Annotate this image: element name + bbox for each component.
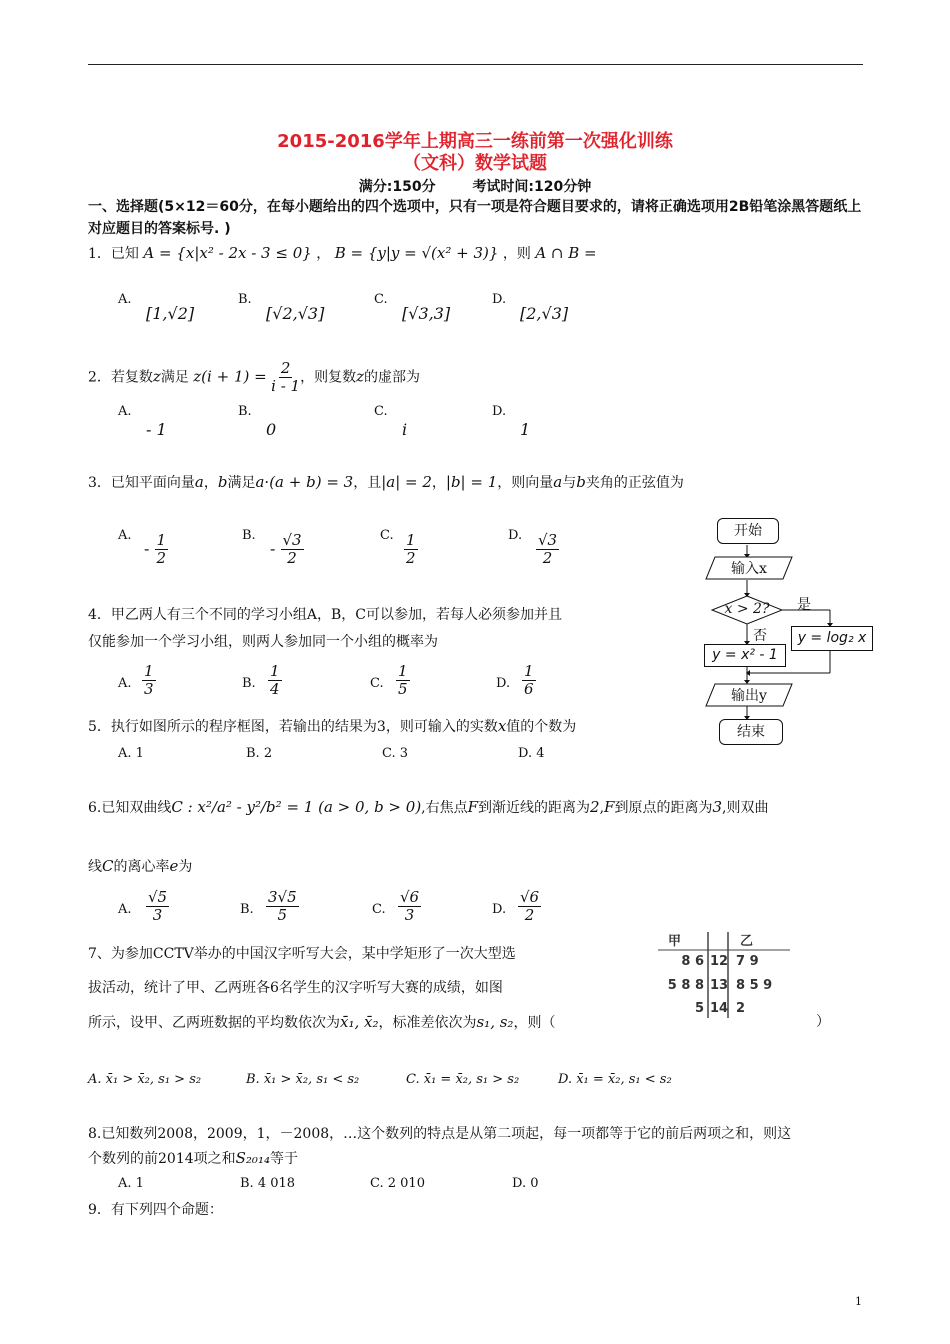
flow-end: 结束 (719, 719, 783, 745)
q6-sep: , (599, 800, 605, 816)
q4-option-d (522, 663, 536, 698)
q2-eq-left: z(i + 1) = (193, 367, 267, 386)
q6-num-a: √5 (148, 888, 168, 906)
q3-label-b: B. (242, 528, 256, 543)
q2-value-c: i (402, 420, 408, 439)
q4-option-a (142, 663, 156, 698)
q2-value-a: - 1 (146, 420, 167, 439)
q1-value-a: [1,√2] (146, 304, 195, 323)
q3-option-a (144, 532, 168, 567)
question-7-line1: 7、为参加CCTV举办的中国汉字听写大会，某中学矩形了一次大型选 (88, 946, 516, 962)
q4-label-a: A. (118, 676, 132, 691)
q1-value-c: [√3,3] (402, 304, 451, 323)
question-7-line3 (88, 1012, 555, 1033)
q4-den-b: 4 (270, 680, 280, 698)
flow-output: 输出y (731, 688, 767, 704)
q1-label-b: B. (238, 292, 252, 307)
page-number: 1 (855, 1295, 862, 1308)
q6-line2-a: 线 (88, 859, 102, 875)
q2-fraction (271, 360, 300, 395)
q6-f2: F (604, 798, 615, 816)
q5-option-a: A. 1 (118, 746, 144, 761)
question-3 (88, 472, 684, 493)
q3-num-c: 1 (406, 531, 416, 549)
q3-den-a: 2 (156, 549, 167, 567)
q3-den-b: 2 (287, 549, 297, 567)
q3-a2: a (553, 473, 563, 491)
q2-label-d: D. (492, 404, 507, 419)
q6-f: F (467, 798, 479, 816)
question-6 (88, 797, 768, 818)
q3-text-e: 与 (562, 475, 577, 491)
flow-no-box: y = x² - 1 (704, 644, 786, 667)
stemleaf-row1-stem: 12 (710, 954, 729, 969)
q2-value-d: 1 (520, 420, 531, 439)
q6-text-b: ,右焦点 (421, 800, 468, 816)
q4-option-c (396, 663, 410, 698)
q1-set-b: B = {y|y = √(x² + 3)} (334, 244, 499, 262)
q3-num-d: √3 (538, 531, 558, 549)
q1-num: 1．已知 (88, 246, 139, 262)
stemleaf-row3-left: 5 (694, 1001, 704, 1016)
flow-condition: x > 2? (724, 601, 770, 617)
q3-sign-a: - (144, 539, 150, 558)
stemleaf-head-right: 乙 (740, 934, 754, 949)
q2-text-b: 满足 (160, 369, 189, 386)
q6-e: e (169, 857, 179, 875)
q4-den-a: 3 (144, 680, 154, 698)
q6-text-c: 到渐近线的距离为 (478, 800, 591, 816)
q7-line3-b: ，标准差依次为 (378, 1015, 477, 1031)
q2-z2: z (356, 367, 364, 386)
q6-option-c (398, 889, 421, 924)
question-9: 9．有下列四个命题： (88, 1202, 223, 1218)
q6-equation: C : x²/a² - y²/b² = 1 (a > 0, b > 0) (171, 798, 422, 816)
q6-num-b: 3√5 (268, 888, 297, 906)
q3-cond2: |a| = 2 (381, 473, 432, 491)
q3-a: a (194, 473, 204, 491)
q2-label-c: C. (374, 404, 388, 419)
flow-input: 输入x (731, 561, 767, 577)
q3-b2: b (576, 473, 586, 491)
stemleaf-row2-right: 8 5 9 (736, 978, 773, 993)
top-rule (88, 64, 863, 65)
time-text: 考试时间:120分钟 (472, 179, 592, 195)
q1-set-a: A = {x|x² - 2x - 3 ≤ 0} (143, 244, 312, 262)
q3-option-c (404, 532, 418, 567)
q6-text-a: 6.已知双曲线 (88, 800, 172, 816)
q3-label-c: C. (380, 528, 394, 543)
q4-den-c: 5 (398, 680, 408, 698)
q4-option-b (268, 663, 282, 698)
score-text: 满分:150分 (358, 179, 436, 195)
q8-line2-a: 个数列的前2014项之和 (88, 1151, 236, 1167)
q6-text-e: ,则双曲 (722, 800, 769, 816)
q6-option-b (266, 889, 299, 924)
q8-option-d: D. 0 (512, 1176, 539, 1191)
page-subtitle: （文科）数学试题 (403, 153, 547, 174)
q8-option-b: B. 4 018 (240, 1176, 296, 1191)
q3-sign-b: - (270, 539, 276, 558)
q5-option-b: B. 2 (246, 746, 273, 761)
stemleaf-row3-stem: 14 (710, 1001, 729, 1016)
q4-num-b: 1 (270, 662, 280, 680)
q1-label-c: C. (374, 292, 388, 307)
q3-text-b: 满足 (227, 475, 256, 491)
q7-option-b: B. x̄₁ > x̄₂, s₁ < s₂ (246, 1072, 360, 1087)
q1-value-b: [√2,√3] (266, 304, 325, 323)
q2-text-d: 的虚部为 (363, 369, 420, 386)
q3-num-b: √3 (282, 531, 302, 549)
q7-means: x̄₁, x̄₂ (340, 1013, 379, 1031)
q7-sds: s₁, s₂ (476, 1013, 514, 1031)
q6-den-d: 2 (524, 906, 535, 924)
stemleaf-row2-left: 5 8 8 (667, 978, 704, 993)
q4-label-d: D. (496, 676, 511, 691)
q2-value-b: 0 (266, 420, 277, 439)
q1-label-d: D. (492, 292, 507, 307)
q3-label-a: A. (118, 528, 132, 543)
q2-frac-den: i - 1 (271, 377, 301, 395)
q3-option-d (536, 532, 559, 567)
q6-d2: 3 (712, 798, 723, 816)
q5-option-c: C. 3 (382, 746, 409, 761)
q6-label-d: D. (492, 902, 507, 917)
q7-option-d: D. x̄₁ = x̄₂, s₁ < s₂ (558, 1072, 672, 1087)
q4-label-c: C. (370, 676, 384, 691)
q3-den-d: 2 (542, 549, 553, 567)
q2-text-c: ，则复数 (300, 369, 357, 386)
q5-text-a: 5．执行如图所示的程序框图，若输出的结果为3，则可输入的实数 (88, 719, 498, 735)
flow-start: 开始 (717, 518, 779, 544)
stemleaf-head-left: 甲 (668, 934, 682, 949)
exam-meta (0, 176, 950, 196)
q6-den-a: 3 (152, 906, 163, 924)
q1-value-d: [2,√3] (520, 304, 569, 323)
question-2 (88, 360, 420, 395)
q8-line2-b: 等于 (269, 1151, 298, 1167)
q5-text-b: 值的个数为 (506, 719, 577, 735)
stemleaf-row1-right: 7 9 (736, 954, 759, 969)
q7-line3-c: ，则（ (513, 1015, 556, 1031)
q5-option-d: D. 4 (518, 746, 545, 761)
q7-close-paren: ） (816, 1014, 830, 1030)
q6-num-c: √6 (400, 888, 420, 906)
q3-sep2: ， (431, 475, 446, 491)
question-6-line2 (88, 856, 192, 877)
q5-x: x (497, 717, 507, 735)
q3-label-d: D. (508, 528, 523, 543)
question-1 (88, 243, 597, 264)
q6-den-c: 3 (404, 906, 415, 924)
q6-text-d: 到原点的距离为 (614, 800, 713, 816)
question-8-line2 (88, 1148, 298, 1169)
q6-label-b: B. (240, 902, 254, 917)
q1-then: ，则 (502, 246, 531, 262)
q8-s: S₂₀₁₄ (235, 1149, 270, 1167)
flow-yes-label: 是 (797, 597, 811, 613)
q7-option-a: A. x̄₁ > x̄₂, s₁ > s₂ (88, 1072, 202, 1087)
q4-label-b: B. (242, 676, 256, 691)
stemleaf-row3-right: 2 (736, 1001, 746, 1016)
q6-label-a: A. (118, 902, 132, 917)
page-title: 2015-2016学年上期高三一练前第一次强化训练 (277, 131, 673, 152)
q4-den-d: 6 (524, 680, 534, 698)
q2-frac-num: 2 (280, 359, 291, 377)
q1-label-a: A. (118, 292, 132, 307)
question-7-line2: 拔活动，统计了甲、乙两班各6名学生的汉字听写大赛的成绩，如图 (88, 980, 503, 996)
q2-label-a: A. (118, 404, 132, 419)
section-heading: 一、选择题(5×12＝60分，在每小题给出的四个选项中，只有一项是符合题目要求的，请将正确选项用2B铅笔涂黑答题纸上对应题目的答案标号. ) (88, 199, 862, 237)
q8-option-c: C. 2 010 (370, 1176, 425, 1191)
q7-line3-a: 所示，设甲、乙两班数据的平均数依次为 (88, 1015, 340, 1031)
q3-sep: ， (203, 475, 218, 491)
flow-no-label: 否 (753, 628, 767, 644)
q3-b: b (217, 473, 228, 491)
q2-label-b: B. (238, 404, 252, 419)
q4-num-c: 1 (398, 662, 408, 680)
q4-num-d: 1 (524, 662, 534, 680)
q8-option-a: A. 1 (118, 1176, 144, 1191)
question-4-line2: 仅能参加一个学习小组，则两人参加同一个小组的概率为 (88, 634, 438, 650)
q3-text-f: 夹角的正弦值为 (585, 475, 684, 491)
q2-text-a: 2．若复数 (88, 369, 153, 386)
q6-d1: 2 (590, 798, 600, 816)
q7-option-c: C. x̄₁ = x̄₂, s₁ > s₂ (406, 1072, 520, 1087)
q1-sep: ， (316, 246, 331, 262)
q6-c: C (102, 857, 114, 875)
question-8-line1: 8.已知数列2008，2009，1，－2008，…这个数列的特点是从第二项起，每一项都等于它的前后两项之和，则这 (88, 1126, 792, 1142)
q6-num-d: √6 (520, 888, 540, 906)
q1-ask: A ∩ B = (535, 244, 597, 262)
q3-num-a: 1 (156, 531, 167, 549)
q3-text-d: ，则向量 (497, 475, 554, 491)
q6-line2-b: 的离心率 (113, 859, 170, 875)
q3-cond1: a·(a + b) = 3 (255, 473, 354, 491)
q6-line2-c: 为 (178, 859, 193, 875)
q3-den-c: 2 (406, 549, 416, 567)
q6-label-c: C. (372, 902, 386, 917)
q6-option-d (518, 889, 541, 924)
stemleaf-row1-left: 8 6 (681, 954, 704, 969)
q3-option-b (270, 532, 304, 567)
question-5 (88, 716, 576, 737)
q4-num-a: 1 (144, 662, 154, 680)
question-4-line1: 4．甲乙两人有三个不同的学习小组A，B，C可以参加，若每人必须参加并且 (88, 607, 563, 623)
q2-z: z (152, 367, 161, 386)
q6-option-a (146, 889, 169, 924)
stemleaf-row2-stem: 13 (710, 978, 729, 993)
q3-text-c: ，且 (353, 475, 382, 491)
q3-text-a: 3．已知平面向量 (88, 475, 195, 491)
flow-yes-box: y = log₂ x (791, 626, 873, 651)
q3-cond3: |b| = 1 (445, 473, 498, 491)
q6-den-b: 5 (277, 906, 288, 924)
